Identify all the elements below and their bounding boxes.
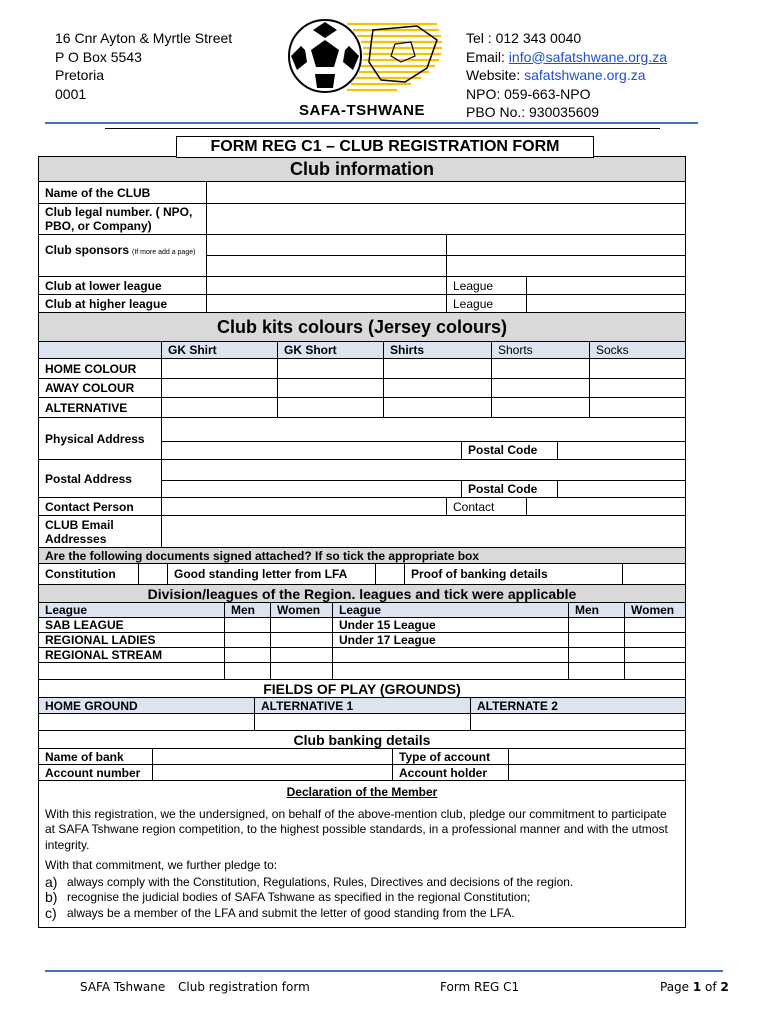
kit-field[interactable] xyxy=(278,359,384,378)
bank-name-label: Name of bank xyxy=(39,749,153,764)
bank-name-row xyxy=(39,749,685,765)
doc-banking-label: Proof of banking details xyxy=(405,564,623,584)
kit-field[interactable] xyxy=(492,359,590,378)
division-tick-box[interactable] xyxy=(625,648,685,662)
division-league-name: Under 15 League xyxy=(333,618,569,632)
football-map-icon xyxy=(277,10,447,105)
pbo-number: PBO No.: 930035609 xyxy=(466,104,600,120)
postal-postal-code-row xyxy=(162,481,685,497)
safa-tshwane-logo xyxy=(277,10,447,122)
fields-heading-row xyxy=(39,680,685,698)
address-line: P O Box 5543 xyxy=(55,48,142,65)
physical-postal-code-row xyxy=(162,442,685,459)
higher-league-row xyxy=(39,295,685,313)
postal-address-fields xyxy=(162,460,685,497)
declaration-title: Declaration of the Member xyxy=(286,785,438,799)
division-tick-box[interactable] xyxy=(271,633,333,647)
page-total: 2 xyxy=(720,980,729,994)
divisions-columns-row xyxy=(39,603,685,618)
division-league-field[interactable] xyxy=(333,648,569,662)
doc-constitution-label: Constitution xyxy=(39,564,139,584)
account-number-field[interactable] xyxy=(153,765,393,780)
division-league-name: REGIONAL LADIES xyxy=(39,633,225,647)
division-league-name: SAB LEAGUE xyxy=(39,618,225,632)
division-tick-box[interactable] xyxy=(225,633,271,647)
division-league-field[interactable] xyxy=(39,663,225,679)
physical-address-row xyxy=(39,418,685,460)
account-holder-field[interactable] xyxy=(509,765,685,780)
club-info-heading-row xyxy=(39,157,685,182)
division-row xyxy=(39,618,685,633)
postal-code-field[interactable] xyxy=(558,481,685,497)
kit-row-label: AWAY COLOUR xyxy=(39,379,162,397)
kits-columns-row xyxy=(39,342,685,359)
league-label: League xyxy=(447,295,527,312)
division-tick-box[interactable] xyxy=(271,648,333,662)
address-line: 0001 xyxy=(55,85,87,102)
address-line: 16 Cnr Ayton & Myrtle Street xyxy=(55,30,233,46)
kit-field[interactable] xyxy=(590,398,685,417)
postal-address-row xyxy=(39,460,685,498)
bank-name-field[interactable] xyxy=(153,749,393,764)
lower-league-label: Club at lower league xyxy=(39,277,207,294)
kit-field[interactable] xyxy=(162,379,278,397)
logo-text: SAFA-TSHWANE xyxy=(299,102,425,119)
kit-row-home xyxy=(39,359,685,379)
declaration-row xyxy=(39,781,685,927)
doc-banking-checkbox[interactable] xyxy=(623,564,685,584)
club-email-label: CLUB Email Addresses xyxy=(39,516,162,547)
website-label: Website: xyxy=(466,67,525,83)
declaration-pledge-intro: With that commitment, we further pledge to: xyxy=(45,858,278,872)
lower-league-field[interactable] xyxy=(207,277,447,294)
kit-col-socks: Socks xyxy=(596,343,629,357)
doc-good-standing-checkbox[interactable] xyxy=(376,564,405,584)
documents-row xyxy=(39,564,685,585)
sponsor-fields-right xyxy=(447,235,685,276)
home-ground-label: HOME GROUND xyxy=(39,698,255,713)
physical-address-fields xyxy=(162,418,685,459)
page-prefix: Page xyxy=(660,980,693,994)
telephone: Tel : 012 343 0040 xyxy=(466,30,582,46)
sponsor-field[interactable] xyxy=(207,235,446,256)
postal-address-field[interactable] xyxy=(162,460,685,481)
kit-field[interactable] xyxy=(384,379,492,397)
club-email-row xyxy=(39,516,685,548)
website-line xyxy=(466,66,667,85)
postal-code-field[interactable] xyxy=(558,442,685,459)
contact-label: Contact xyxy=(447,498,527,515)
banking-heading-row xyxy=(39,731,685,749)
kit-field[interactable] xyxy=(384,359,492,378)
club-name-field[interactable] xyxy=(207,182,685,203)
contact-person-label: Contact Person xyxy=(39,498,162,515)
club-info-heading: Club information xyxy=(39,157,685,181)
club-name-row xyxy=(39,182,685,204)
division-tick-box[interactable] xyxy=(225,618,271,632)
postal-code-label: Postal Code xyxy=(462,481,558,497)
pledge-marker: c) xyxy=(45,904,57,921)
club-email-field[interactable] xyxy=(162,516,685,547)
pledge-text: always be a member of the LFA and submit the letter of good standing from the LFA. xyxy=(67,905,515,920)
kit-row-away xyxy=(39,379,685,398)
division-tick-box[interactable] xyxy=(569,648,625,662)
legal-number-label: Club legal number. ( NPO, PBO, or Company) xyxy=(39,204,207,234)
documents-question-row xyxy=(39,548,685,564)
pledge-item xyxy=(45,890,679,906)
kit-field[interactable] xyxy=(278,398,384,417)
division-tick-box[interactable] xyxy=(569,618,625,632)
sponsors-label: Club sponsors xyxy=(45,243,130,257)
divisions-heading-row xyxy=(39,585,685,603)
npo-number: NPO: 059-663-NPO xyxy=(466,85,591,102)
address-block xyxy=(55,29,232,103)
division-tick-box[interactable] xyxy=(569,633,625,647)
header-divider xyxy=(45,122,698,124)
sponsors-label-cell xyxy=(39,235,207,276)
pledge-text: recognise the judicial bodies of SAFA Tshwane as specified in the regional Constitution; xyxy=(67,890,531,904)
pledge-text: always comply with the Constitution, Regulations, Rules, Directives and decisions of the region. xyxy=(67,874,574,889)
div-women-col-right: Women xyxy=(631,603,675,617)
division-row-blank xyxy=(39,663,685,680)
contact-number-field[interactable] xyxy=(527,498,685,515)
fields-values-row xyxy=(39,714,685,731)
header-divider-thin xyxy=(105,128,660,129)
postal-address-label: Postal Address xyxy=(39,460,162,497)
kits-heading-row xyxy=(39,313,685,342)
kit-field[interactable] xyxy=(162,359,278,378)
declaration xyxy=(39,781,685,927)
email-line xyxy=(466,48,667,67)
account-number-row xyxy=(39,765,685,781)
pledge-marker: a) xyxy=(45,873,58,890)
division-tick-box[interactable] xyxy=(271,663,333,679)
email-label: Email: xyxy=(466,48,509,65)
footer-divider xyxy=(45,970,723,972)
club-name-label: Name of the CLUB xyxy=(39,182,207,203)
league-label: League xyxy=(447,277,527,294)
pledge-marker: b) xyxy=(45,889,58,905)
legal-number-field[interactable] xyxy=(207,204,685,234)
account-type-label: Type of account xyxy=(393,749,509,764)
div-men-col-right: Men xyxy=(569,603,625,617)
footer-org: SAFA Tshwane xyxy=(80,980,166,994)
physical-address-field[interactable] xyxy=(162,418,685,442)
division-tick-box[interactable] xyxy=(271,618,333,632)
div-men-col: Men xyxy=(225,603,271,617)
sponsor-field[interactable] xyxy=(207,256,446,276)
kit-field[interactable] xyxy=(278,379,384,397)
footer-page-number xyxy=(660,980,729,994)
division-tick-box[interactable] xyxy=(225,648,271,662)
kit-field[interactable] xyxy=(590,359,685,378)
div-league-col: League xyxy=(39,603,225,617)
documents-question: Are the following documents signed attached? If so tick the appropriate box xyxy=(45,548,480,563)
division-league-field[interactable] xyxy=(333,663,569,679)
division-row xyxy=(39,633,685,648)
sponsor-field[interactable] xyxy=(447,235,685,256)
kit-col-gk-short: GK Short xyxy=(278,342,384,358)
contact-block xyxy=(466,29,667,122)
sponsors-row xyxy=(39,235,685,277)
division-tick-box[interactable] xyxy=(625,663,685,679)
form-title: FORM REG C1 – CLUB REGISTRATION FORM xyxy=(176,136,594,158)
account-type-field[interactable] xyxy=(509,749,685,764)
sponsor-field[interactable] xyxy=(447,256,685,276)
kit-field[interactable] xyxy=(492,398,590,417)
physical-address-field[interactable] xyxy=(162,442,462,459)
alternate-2-field[interactable] xyxy=(471,714,685,730)
kit-field[interactable] xyxy=(162,398,278,417)
kit-col-shorts: Shorts xyxy=(492,342,590,358)
kit-field[interactable] xyxy=(590,379,685,397)
website-link[interactable]: safatshwane.org.za xyxy=(524,67,646,83)
higher-league-value-field[interactable] xyxy=(527,295,685,312)
sponsors-note: (If more add a page) xyxy=(132,249,196,256)
division-row xyxy=(39,648,685,663)
physical-address-label: Physical Address xyxy=(39,418,162,459)
division-league-name: Under 17 League xyxy=(333,633,569,647)
kits-heading: Club kits colours (Jersey colours) xyxy=(39,313,685,341)
fields-heading: FIELDS OF PLAY (GROUNDS) xyxy=(263,681,461,697)
account-number-label: Account number xyxy=(39,765,153,780)
page-of: of xyxy=(701,980,721,994)
contact-person-field[interactable] xyxy=(162,498,447,515)
doc-good-standing-label: Good standing letter from LFA xyxy=(168,564,376,584)
alternative-1-label: ALTERNATIVE 1 xyxy=(255,698,471,713)
address-line: Pretoria xyxy=(55,67,105,83)
kit-row-alternative xyxy=(39,398,685,418)
kit-col-gk-shirt: GK Shirt xyxy=(162,342,278,358)
higher-league-field[interactable] xyxy=(207,295,447,312)
legal-number-row xyxy=(39,204,685,235)
home-ground-field[interactable] xyxy=(39,714,255,730)
division-tick-box[interactable] xyxy=(625,618,685,632)
page-current: 1 xyxy=(692,980,702,994)
div-league-col-right: League xyxy=(333,603,569,617)
div-women-col: Women xyxy=(271,603,333,617)
division-tick-box[interactable] xyxy=(569,663,625,679)
registration-form xyxy=(38,156,686,928)
lower-league-row xyxy=(39,277,685,295)
division-tick-box[interactable] xyxy=(225,663,271,679)
divisions-heading: Division/leagues of the Region. leagues and tick were applicable xyxy=(147,585,577,602)
footer-form-ref: Form REG C1 xyxy=(440,980,520,994)
kit-field[interactable] xyxy=(492,379,590,397)
alternative-1-field[interactable] xyxy=(255,714,471,730)
lower-league-value-field[interactable] xyxy=(527,277,685,294)
footer-doc-name: Club registration form xyxy=(178,980,310,994)
postal-address-field[interactable] xyxy=(162,481,462,497)
pledge-item xyxy=(45,875,679,891)
pledge-item xyxy=(45,906,679,922)
division-tick-box[interactable] xyxy=(625,633,685,647)
fields-columns-row xyxy=(39,698,685,714)
banking-heading: Club banking details xyxy=(293,732,431,748)
kit-field[interactable] xyxy=(384,398,492,417)
sponsor-fields-left xyxy=(207,235,447,276)
postal-code-label: Postal Code xyxy=(462,442,558,459)
kit-col-shirts: Shirts xyxy=(384,342,492,358)
division-league-name: REGIONAL STREAM xyxy=(39,648,225,662)
kit-row-label: ALTERNATIVE xyxy=(39,398,162,417)
doc-constitution-checkbox[interactable] xyxy=(139,564,168,584)
contact-person-row xyxy=(39,498,685,516)
kits-corner xyxy=(39,342,162,358)
declaration-paragraph: With this registration, we the undersigned, on behalf of the above-mention club, pledge our commitment to participate at SAFA Tshwane region competition, to the highest possible standards, in a professional manner and with the utmost integrity. xyxy=(45,806,668,852)
alternate-2-label: ALTERNATE 2 xyxy=(477,698,558,713)
account-holder-label: Account holder xyxy=(393,765,509,780)
higher-league-label: Club at higher league xyxy=(39,295,207,312)
kit-row-label: HOME COLOUR xyxy=(39,359,162,378)
email-link[interactable]: info@safatshwane.org.za xyxy=(508,48,667,65)
